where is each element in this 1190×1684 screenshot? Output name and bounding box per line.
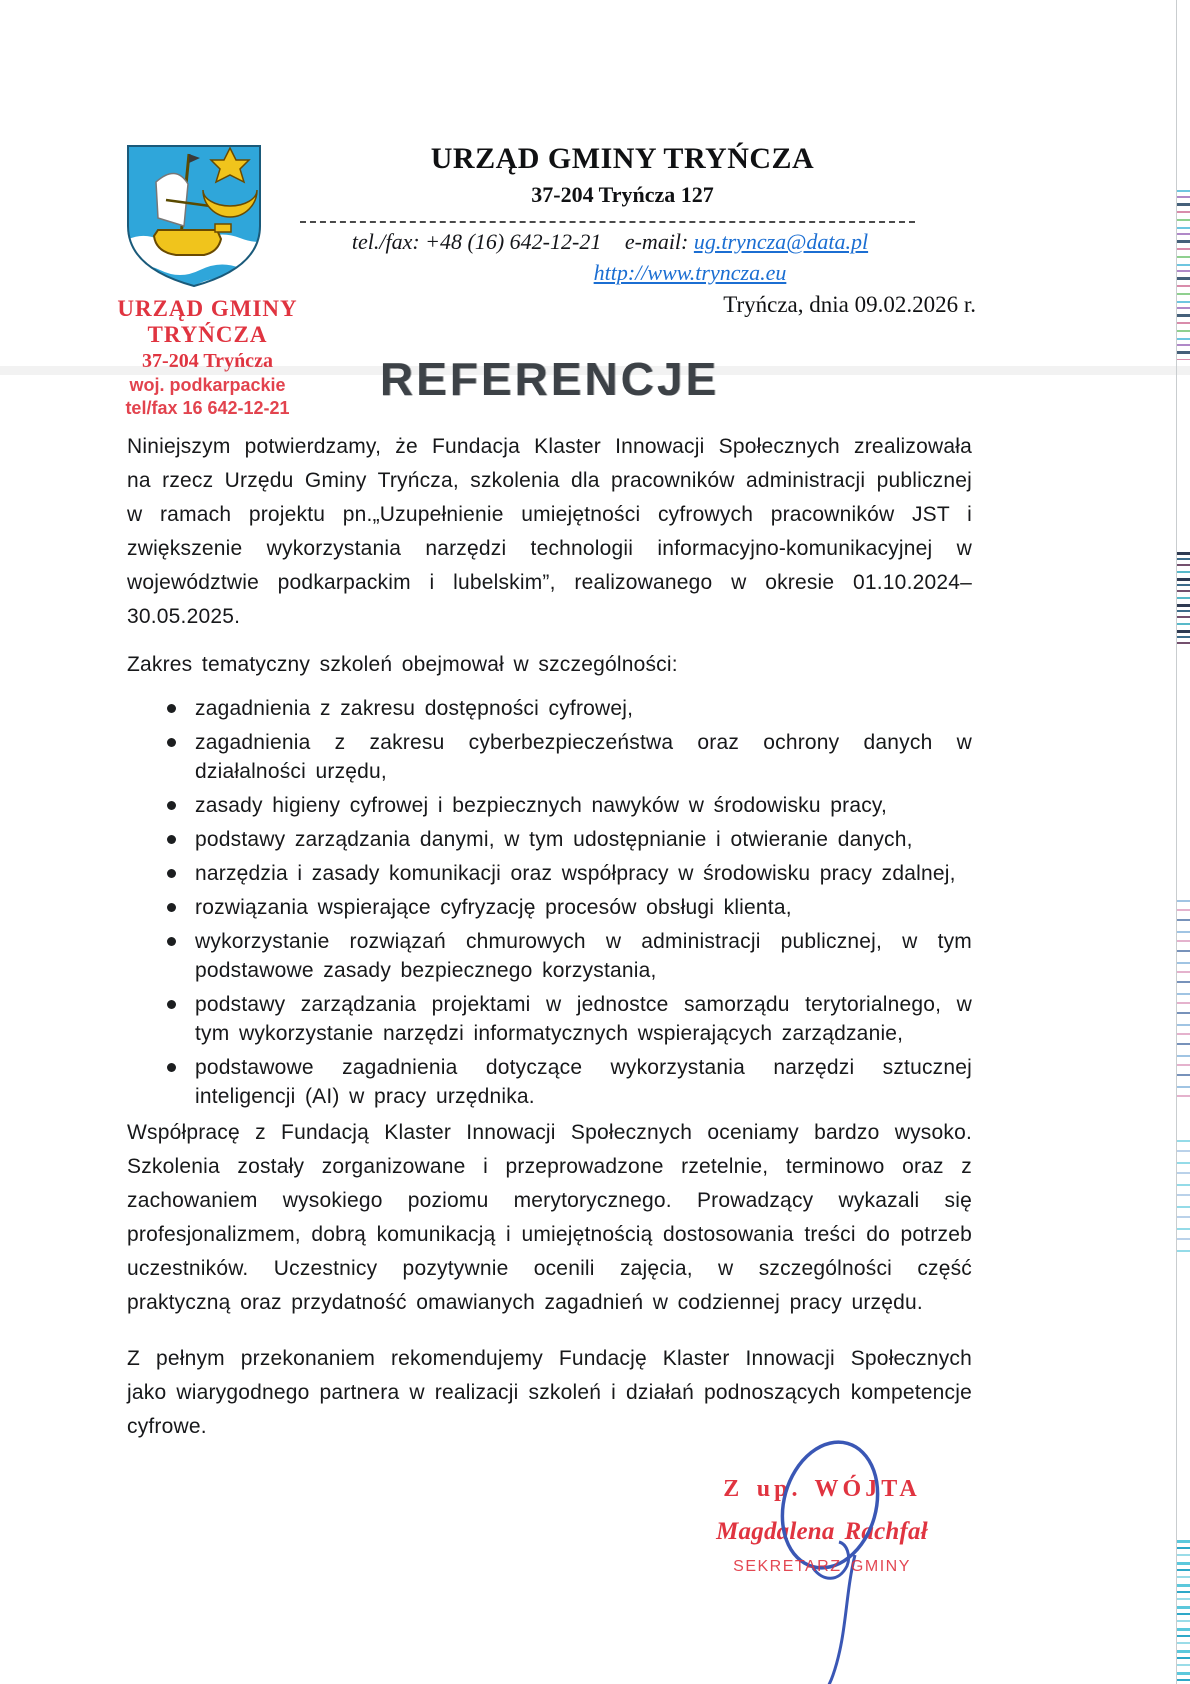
paragraph-evaluation: Współpracę z Fundacją Klaster Innowacji Społecznych oceniamy bardzo wysoko. Szkolenia zostały zorganizowane i przeprowadzone rzetelnie, terminowo oraz z zachowaniem wysokiego poziomu merytorycznego. Prowadzący wykazali się profesjonalizmem, dobrą komunikacją i umiejętnością dostosowania treści do potrzeb uczestników. Uczestnicy pozytywnie ocenili zajęcia, w szczególności część praktyczną oraz przydatność omawianych zagadnień w codziennej pracy urzędu. — [127, 1121, 972, 1314]
list-item-text: zagadnienia z zakresu cyberbezpieczeństwa oraz ochrony danych w działalności urzędu, — [195, 731, 972, 783]
crest-boat — [154, 230, 221, 255]
bullet-icon — [167, 937, 176, 946]
email-label: e-mail: — [624, 229, 689, 254]
municipal-crest — [120, 140, 268, 292]
org-address: 37-204 Tryńcza 127 — [531, 182, 714, 207]
signature-authority: Z up. WÓJTA — [723, 1476, 921, 1502]
list-item — [165, 859, 972, 888]
scan-artifact-strip — [1177, 552, 1190, 648]
list-item-text: wykorzystanie rozwiązań chmurowych w administracji publicznej, w tym podstawowe zasady bezpiecznego korzystania, — [195, 930, 972, 982]
list-item — [165, 893, 972, 922]
list-item — [165, 791, 972, 820]
list-item — [165, 1053, 972, 1111]
list-intro: Zakres tematyczny szkoleń obejmował w szczególności: — [127, 653, 678, 676]
document-body — [127, 430, 972, 1584]
website-link[interactable]: http://www.tryncza.eu — [593, 260, 787, 285]
org-name: URZĄD GMINY TRYŃCZA — [430, 142, 815, 175]
email-link[interactable]: ug.tryncza@data.pl — [693, 229, 869, 254]
paragraph-recommendation: Z pełnym przekonaniem rekomendujemy Fundację Klaster Innowacji Społecznych jako wiarygodnego partnera w realizacji szkoleń i działań podnoszących kompetencje cyfrowe. — [127, 1347, 972, 1438]
stamp-address: 37-204 Tryńcza — [142, 350, 273, 372]
list-item-text: podstawy zarządzania projektami w jednostce samorządu terytorialnego, w tym wykorzystanie narzędzi informatycznych wspierających zarządzanie, — [195, 993, 972, 1045]
list-item-text: podstawowe zagadnienia dotyczące wykorzystania narzędzi sztucznej inteligencji (AI) w pracy urzędnika. — [195, 1056, 972, 1108]
list-item — [165, 990, 972, 1048]
list-item-text: rozwiązania wspierające cyfryzację procesów obsługi klienta, — [195, 896, 792, 919]
letterhead — [320, 142, 925, 208]
letterhead-divider — [300, 221, 915, 223]
signature-block — [687, 1472, 957, 1584]
signature-name: Magdalena Rachfał — [716, 1518, 928, 1545]
bullet-icon — [167, 1000, 176, 1009]
stamp-org-name: URZĄD GMINY TRYŃCZA — [117, 296, 298, 347]
list-item-text: zagadnienia z zakresu dostępności cyfrowej, — [195, 697, 634, 720]
scan-artifact-strip — [1177, 1140, 1190, 1258]
list-item — [165, 825, 972, 854]
document-title: REFERENCJE — [379, 353, 720, 405]
list-item — [165, 927, 972, 985]
list-item — [165, 694, 972, 723]
list-item-text: narzędzia i zasady komunikacji oraz współpracy w środowisku pracy zdalnej, — [195, 862, 956, 885]
list-item — [165, 728, 972, 786]
crest-shield — [120, 140, 268, 292]
bullet-icon — [167, 1063, 176, 1072]
scan-artifact-strip — [1177, 190, 1190, 360]
contact-line — [260, 229, 960, 255]
list-item-text: podstawy zarządzania danymi, w tym udostępnianie i otwieranie danych, — [195, 828, 913, 851]
bullet-icon — [167, 704, 176, 713]
bullet-icon — [167, 903, 176, 912]
bullet-icon — [167, 738, 176, 747]
stamp-voivodeship: woj. podkarpackie — [129, 375, 286, 395]
scan-artifact-strip — [1177, 1540, 1190, 1684]
bullet-icon — [167, 801, 176, 810]
dateline: Tryńcza, dnia 09.02.2026 r. — [723, 292, 976, 317]
bullet-icon — [167, 869, 176, 878]
scan-artifact-strip — [1177, 900, 1190, 1105]
stamp-telfax: tel/fax 16 642-12-21 — [125, 398, 290, 418]
list-item-text: zasady higieny cyfrowej i bezpiecznych nawyków w środowisku pracy, — [195, 794, 888, 817]
tel-fax-text: tel./fax: +48 (16) 642-12-21 — [351, 229, 602, 254]
signature-role: SEKRETARZ GMINY — [733, 1558, 911, 1575]
topics-list — [127, 694, 972, 1111]
paragraph-confirmation: Niniejszym potwierdzamy, że Fundacja Klaster Innowacji Społecznych zrealizowała na rzecz Urzędu Gminy Tryńcza, szkolenia dla pracowników administracji publicznej w ramach projektu pn.„Uzupełnienie umiejętności cyfrowych pracowników JST i zwiększenie wykorzystania narzędzi technologii informacyjno-komunikacyjnej w województwie podkarpackim i lubelskim”, realizowanego w okresie 01.10.2024–30.05.2025. — [127, 435, 972, 628]
bullet-icon — [167, 835, 176, 844]
